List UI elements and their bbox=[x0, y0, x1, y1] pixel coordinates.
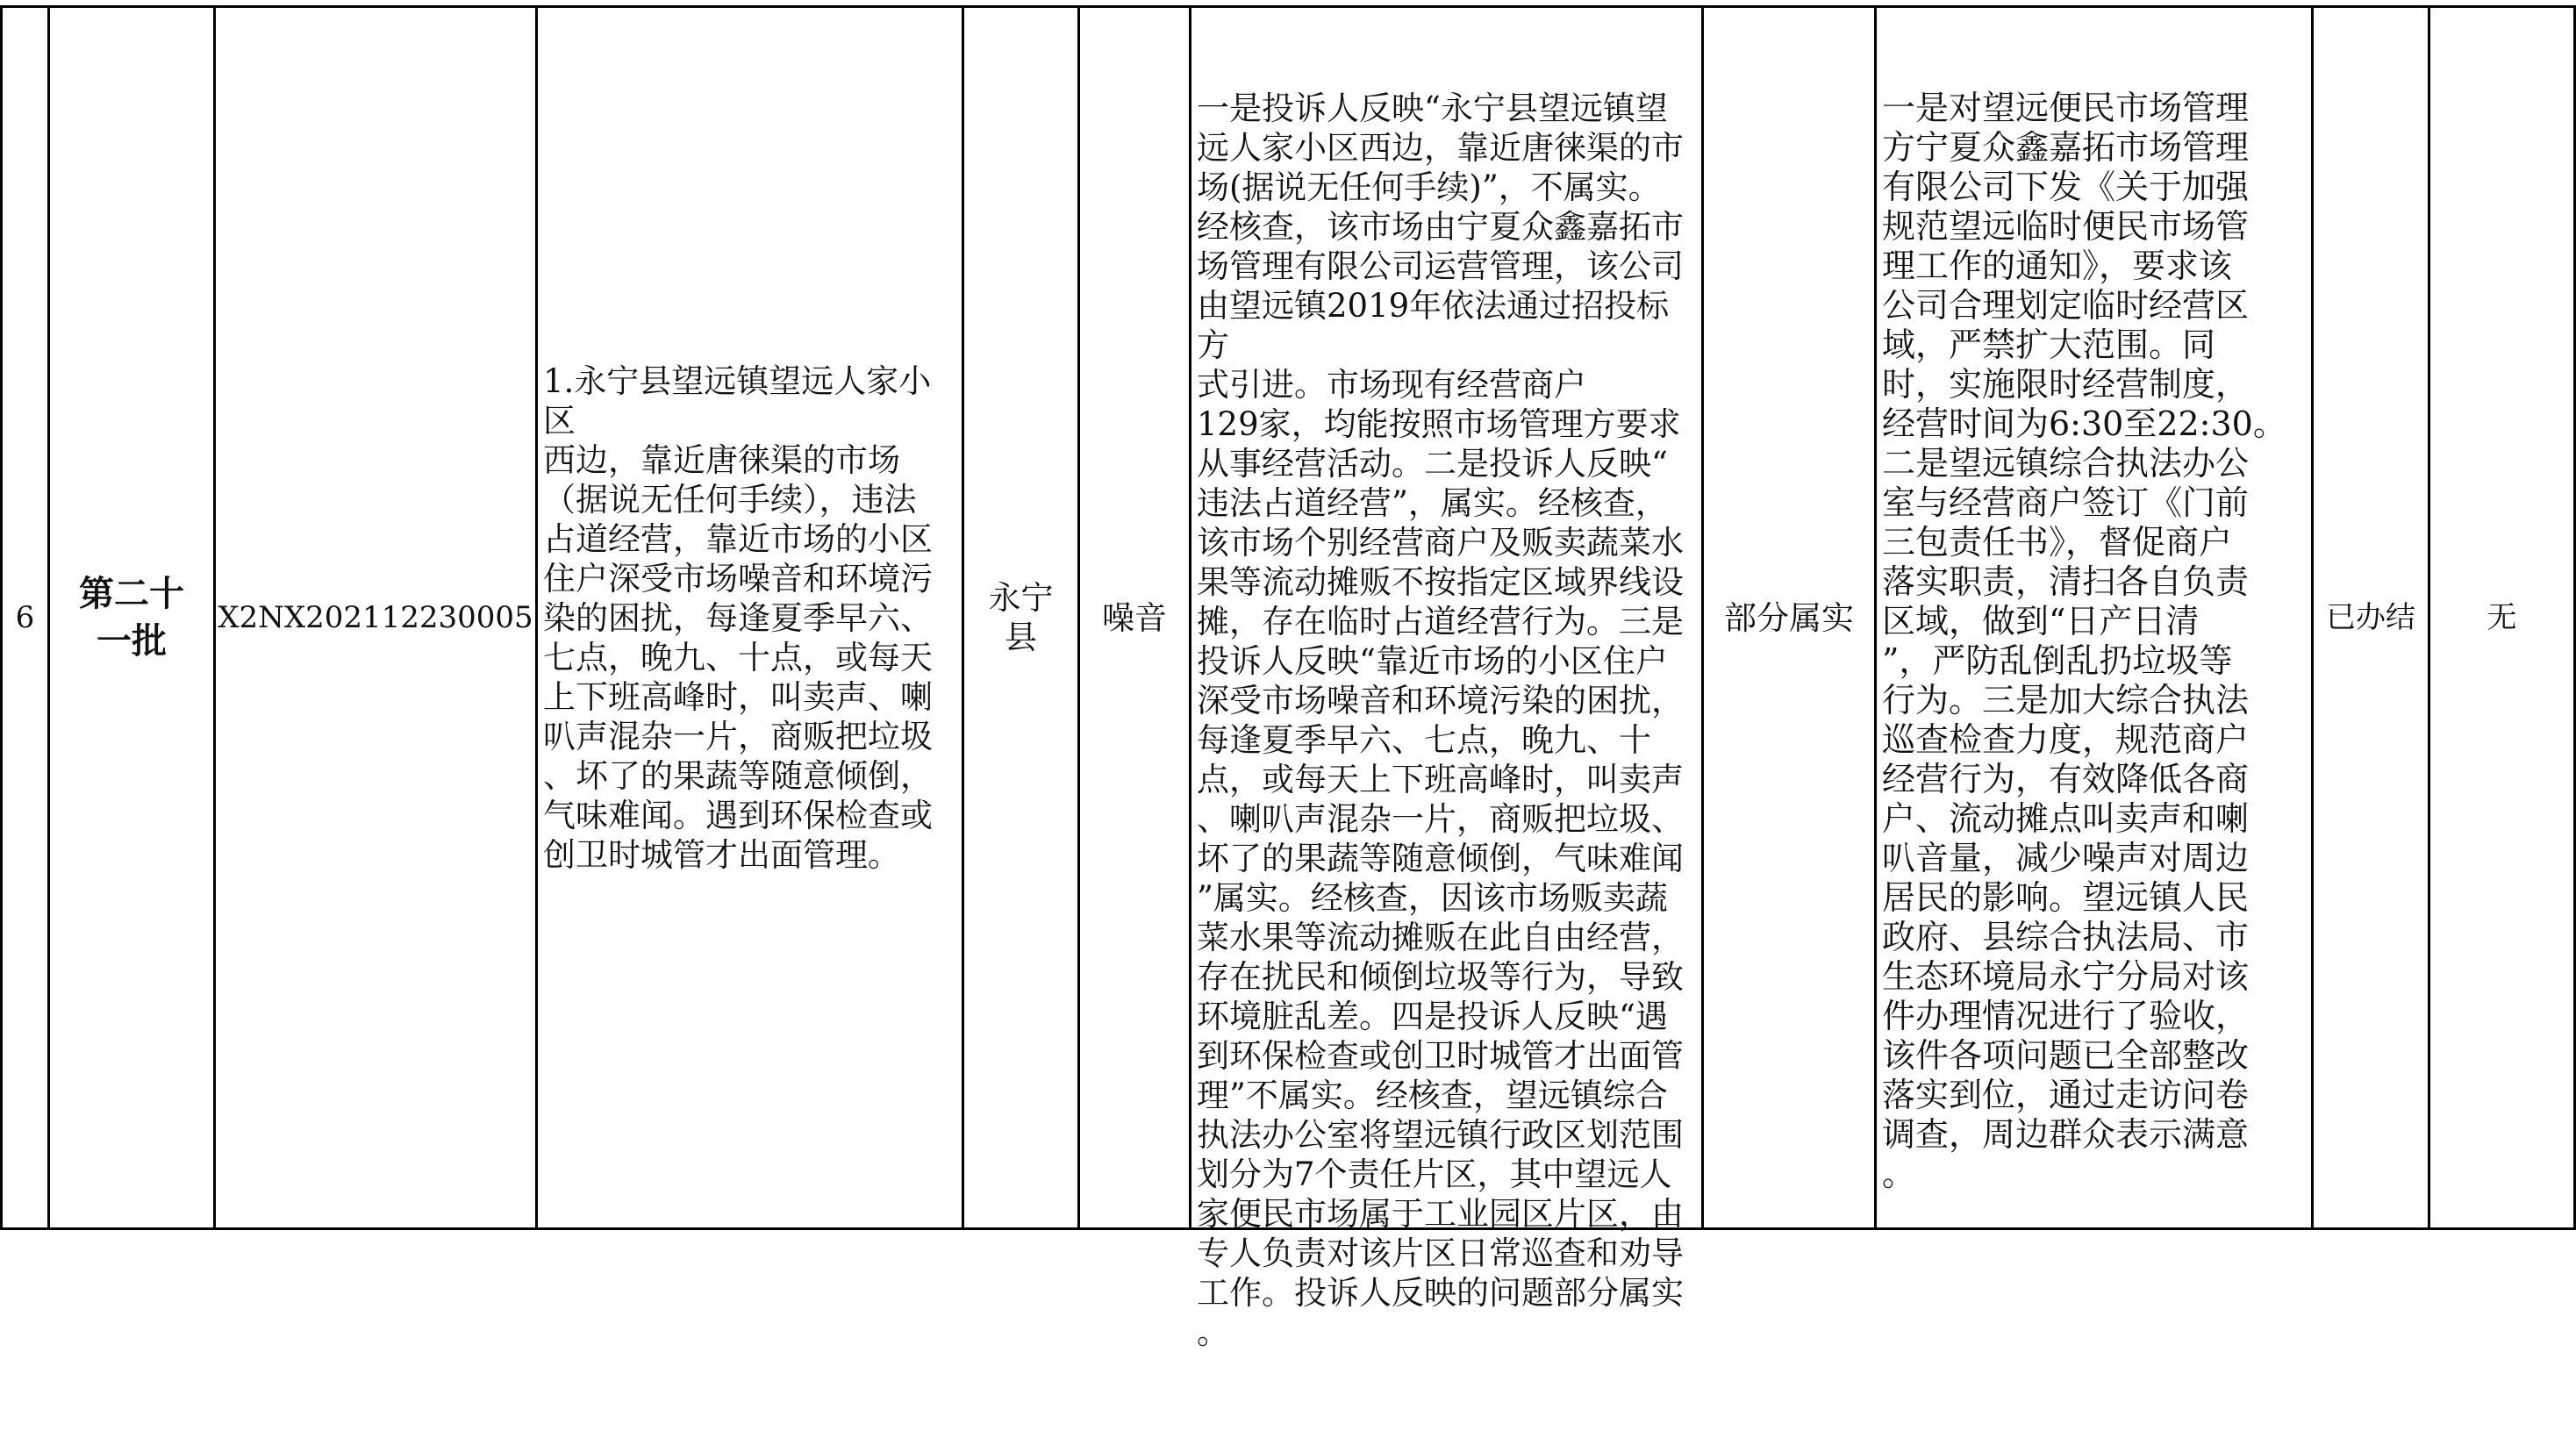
handling-cell bbox=[1874, 5, 2314, 1230]
complaint-type: 噪音 bbox=[1102, 598, 1167, 637]
status: 已办结 bbox=[2326, 599, 2415, 635]
row-index-cell bbox=[0, 5, 50, 1230]
status-cell bbox=[2311, 5, 2430, 1230]
row-index: 6 bbox=[15, 599, 35, 635]
case-number-cell bbox=[213, 5, 538, 1230]
accountability-cell bbox=[2428, 5, 2576, 1230]
finding: 部分属实 bbox=[1724, 598, 1854, 637]
complaint-text: 1.永宁县望远镇望远人家小区 西边，靠近唐徕渠的市场 （据说无任何手续），违法 占道经营，靠近市场的小区 住户深受市场噪音和环境污 染的困扰，每逢夏季早六、 七点，晚九、十点，或每天 上下班高峰时，叫卖声、喇 叭声混杂一片，商贩把垃圾 、坏了的果蔬等随意倾倒， 气味难闻。遇到环保检查或 创卫时城管才出面管理。 bbox=[543, 361, 933, 874]
complaint-cell bbox=[535, 5, 964, 1230]
verification-text: 一是投诉人反映“永宁县望远镇望 远人家小区西边，靠近唐徕渠的市 场(据说无任何手续)”，不属实。 经核查，该市场由宁夏众鑫嘉拓市 场管理有限公司运营管理，该公司 由望远镇2019年依法通过招投标方 式引进。市场现有经营商户 129家，均能按照市场管理方要求 从事经营活动。二是投诉人反映“ 违法占道经营”，属实。经核查， 该市场个别经营商户及贩卖蔬菜水 果等流动摊贩不按指定区域界线设 摊，存在临时占道经营行为。三是 投诉人反映“靠近市场的小区住户 深受市场噪音和环境污染的困扰， 每逢夏季早六、七点，晚九、十 点，或每天上下班高峰时，叫卖声 、喇叭声混杂一片，商贩把垃圾、 坏了的果蔬等随意倾倒，气味难闻 ”属实。经核查，因该市场贩卖蔬 菜水果等流动摊贩在此自由经营， 存在扰民和倾倒垃圾等行为，导致 环境脏乱差。四是投诉人反映“遇 到环保检查或创卫时城管才出面管 理”不属实。经核查，望远镇综合 执法办公室将望远镇行政区划范围 划分为7个责任片区，其中望远人 家便民市场属于工业园区片区，由 专人负责对该片区日常巡查和劝导 工作。投诉人反映的问题部分属实 。 bbox=[1197, 89, 1684, 1351]
batch: 第二十 一批 bbox=[79, 573, 184, 662]
case-number: X2NX202112230005 bbox=[218, 599, 533, 635]
county: 永宁 县 bbox=[988, 579, 1054, 656]
verification-cell bbox=[1189, 5, 1704, 1351]
finding-cell bbox=[1701, 5, 1877, 1230]
type-cell bbox=[1077, 5, 1191, 1230]
county-cell bbox=[962, 5, 1080, 1230]
handling-text: 一是对望远便民市场管理 方宁夏众鑫嘉拓市场管理 有限公司下发《关于加强 规范望远临时便民市场管 理工作的通知》，要求该 公司合理划定临时经营区 域，严禁扩大范围。同 时，实施限时经营制度， 经营时间为6:30至22:30。 二是望远镇综合执法办公 室与经营商户签订《门前 三包责任书》，督促商户 落实职责，清扫各自负责 区域，做到“日产日清 ”，严防乱倒乱扔垃圾等 行为。三是加大综合执法 巡查检查力度，规范商户 经营行为，有效降低各商 户、流动摊点叫卖声和喇 叭音量，减少噪声对周边 居民的影响。望远镇人民 政府、县综合执法局、市 生态环境局永宁分局对该 件办理情况进行了验收， 该件各项问题已全部整改 落实到位，通过走访问卷 调查，周边群众表示满意 。 bbox=[1882, 89, 2286, 1193]
accountability: 无 bbox=[2487, 599, 2517, 635]
batch-cell bbox=[47, 5, 216, 1230]
